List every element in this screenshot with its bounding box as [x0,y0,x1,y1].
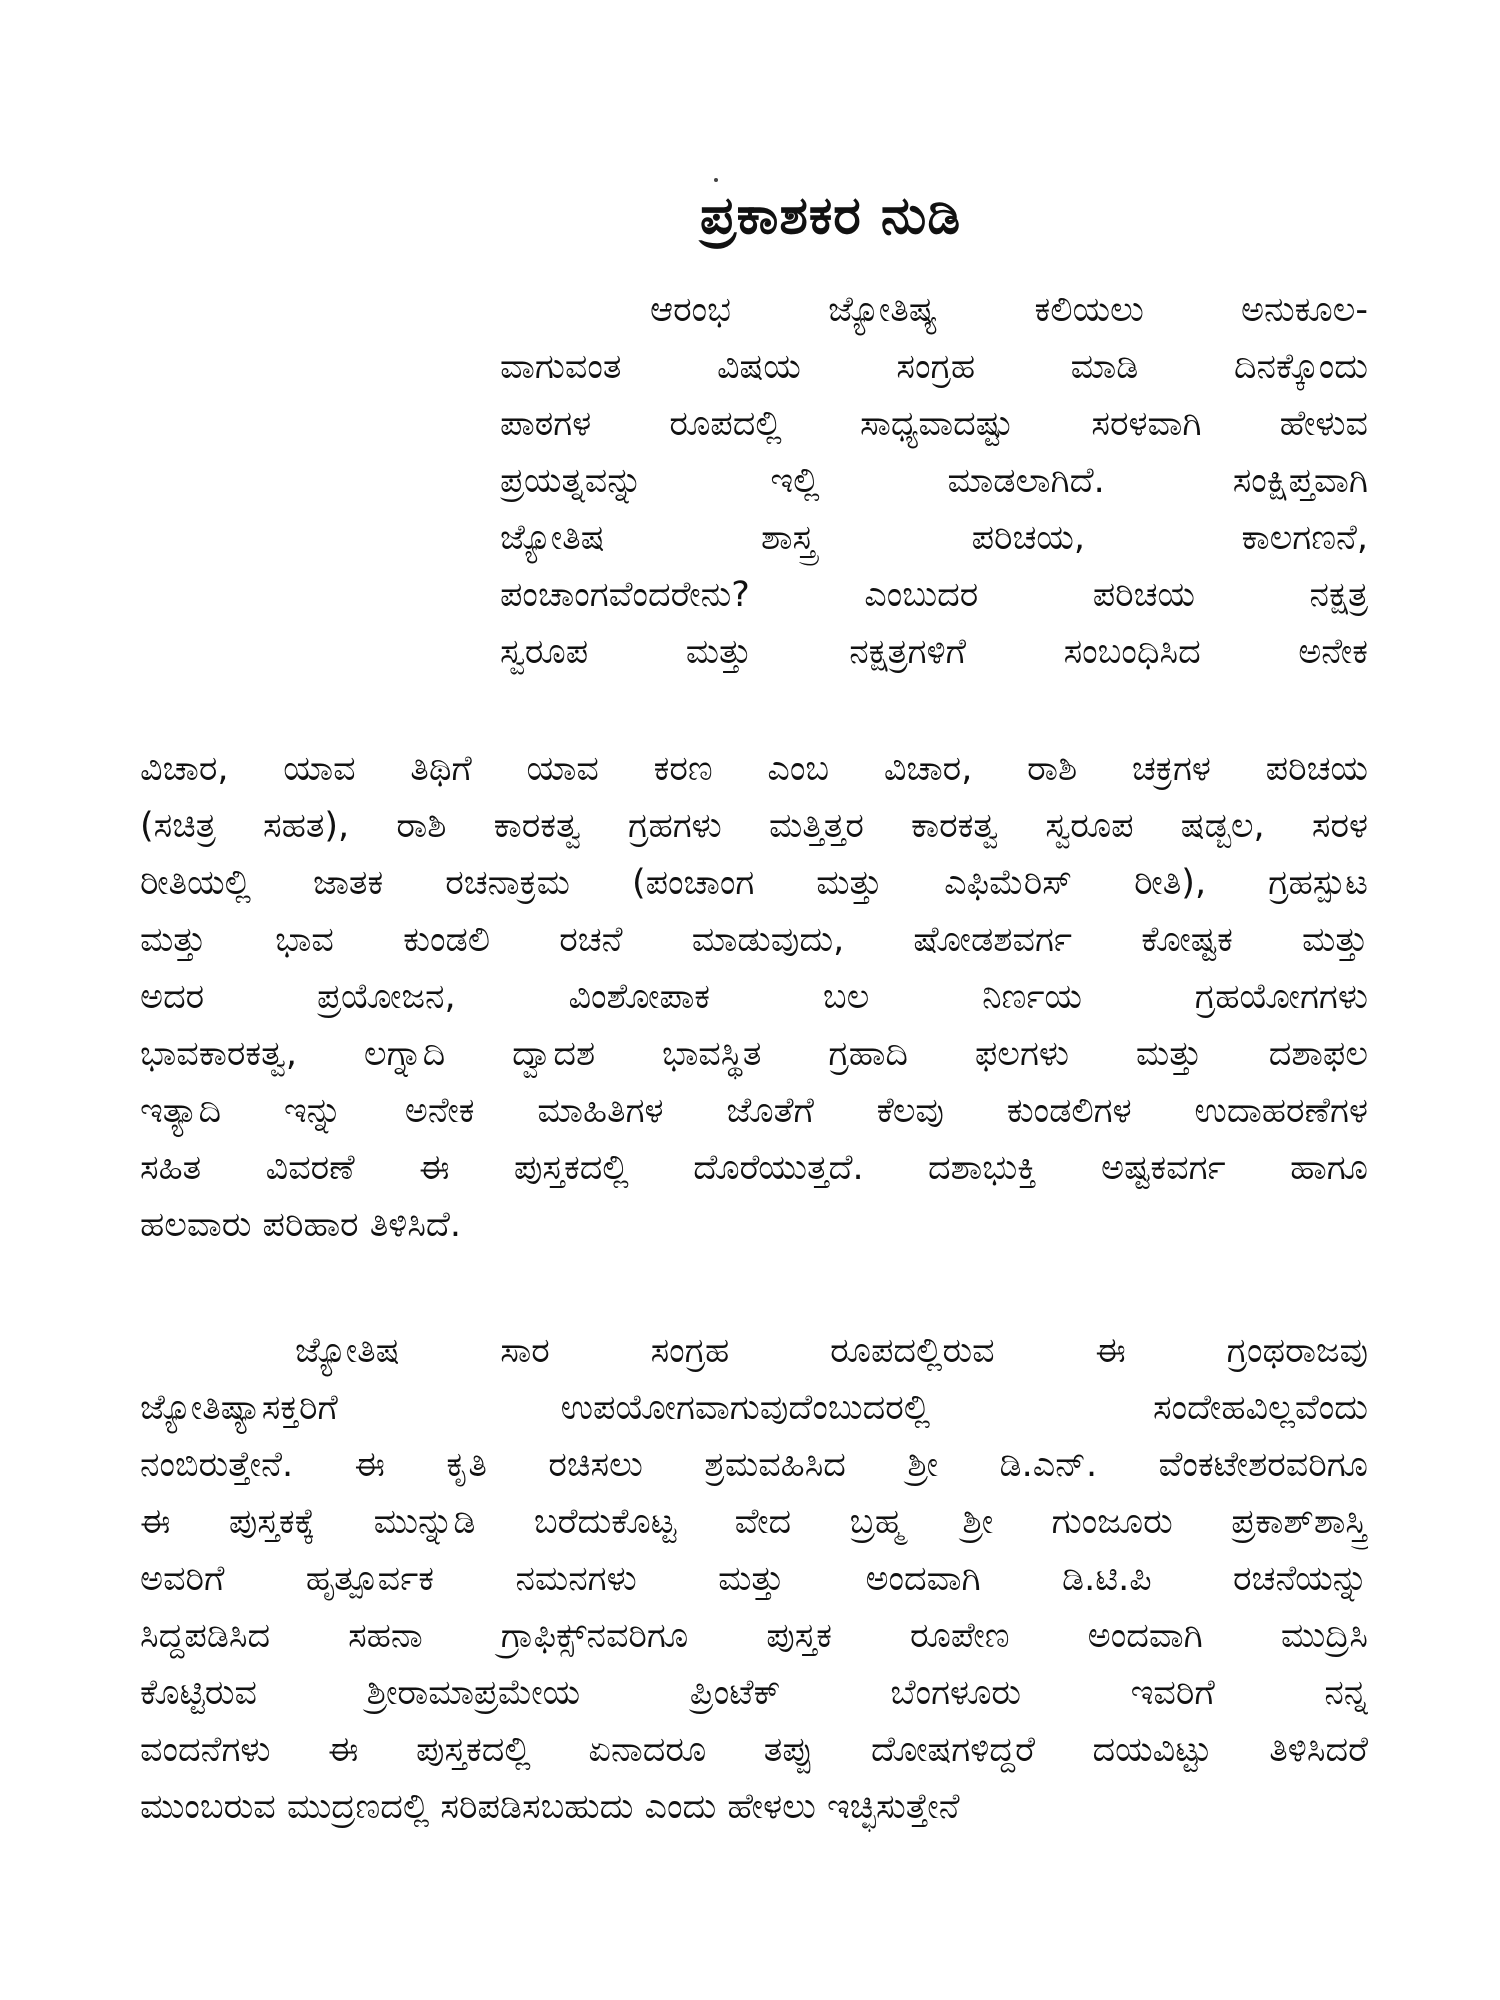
page-title: ಪ್ರಕಾಶಕರ ನುಡಿ [700,186,962,246]
text-line: ಪಾಠಗಳ ರೂಪದಲ್ಲಿ ಸಾಧ್ಯವಾದಷ್ಟು ಸರಳವಾಗಿ ಹೇಳುವ [500,404,1368,444]
text-line: ರೀತಿಯಲ್ಲಿ ಜಾತಕ ರಚನಾಕ್ರಮ (ಪಂಚಾಂಗ ಮತ್ತು ಎಫಿಮೆರಿಸ್ ರೀತಿ), ಗ್ರಹಸ್ಪುಟ [140,863,1368,903]
text-line: ಸ್ವರೂಪ ಮತ್ತು ನಕ್ಷತ್ರಗಳಿಗೆ ಸಂಬಂಧಿಸಿದ ಅನೇಕ [500,632,1368,672]
text-line: ಕೊಟ್ಟಿರುವ ಶ್ರೀರಾಮಾಪ್ರಮೇಯ ಪ್ರಿಂಟೆಕ್ ಬೆಂಗಳೂರು ಇವರಿಗೆ ನನ್ನ [140,1673,1368,1713]
acknowledgement-paragraph [140,1323,1368,1836]
text-line: ಆರಂಭ ಜ್ಯೋತಿಷ್ಯ ಕಲಿಯಲು ಅನುಕೂಲ- [650,290,1368,330]
text-line: ವಾಗುವಂತ ವಿಷಯ ಸಂಗ್ರಹ ಮಾಡಿ ದಿನಕ್ಕೊಂದು [500,347,1368,387]
intro-paragraph [500,282,1368,681]
scan-speck [714,178,718,182]
text-line: ಪಂಚಾಂಗವೆಂದರೇನು? ಎಂಬುದರ ಪರಿಚಯ ನಕ್ಷತ್ರ [500,575,1368,615]
text-line: ವಂದನೆಗಳು ಈ ಪುಸ್ತಕದಲ್ಲಿ ಏನಾದರೂ ತಪ್ಪು ದೋಷಗಳಿದ್ದರೆ ದಯವಿಟ್ಟು ತಿಳಿಸಿದರೆ [140,1730,1368,1770]
text-line: ಮುಂಬರುವ ಮುದ್ರಣದಲ್ಲಿ ಸರಿಪಡಿಸಬಹುದು ಎಂದು ಹೇಳಲು ಇಚ್ಛಿಸುತ್ತೇನೆ [140,1787,960,1827]
text-line: ಜ್ಯೋತಿಷ್ಯಾಸಕ್ತರಿಗೆ ಉಪಯೋಗವಾಗುವುದೆಂಬುದರಲ್ಲಿ ಸಂದೇಹವಿಲ್ಲವೆಂದು [140,1388,1368,1428]
intro-paragraph-continued [140,741,1368,1254]
text-line: ಜ್ಯೋತಿಷ ಸಾರ ಸಂಗ್ರಹ ರೂಪದಲ್ಲಿರುವ ಈ ಗ್ರಂಥರಾಜವು [295,1331,1368,1371]
text-line: ಸಹಿತ ವಿವರಣೆ ಈ ಪುಸ್ತಕದಲ್ಲಿ ದೊರೆಯುತ್ತದೆ. ದಶಾಭುಕ್ತಿ ಅಷ್ಟಕವರ್ಗ ಹಾಗೂ [140,1148,1368,1188]
text-line: ನಂಬಿರುತ್ತೇನೆ. ಈ ಕೃತಿ ರಚಿಸಲು ಶ್ರಮವಹಿಸಿದ ಶ್ರೀ ಡಿ.ಎನ್. ವೆಂಕಟೇಶರವರಿಗೂ [140,1445,1368,1485]
text-line: ಜ್ಯೋತಿಷ ಶಾಸ್ತ್ರ ಪರಿಚಯ, ಕಾಲಗಣನೆ, [500,518,1368,558]
text-line: ಈ ಪುಸ್ತಕಕ್ಕೆ ಮುನ್ನುಡಿ ಬರೆದುಕೊಟ್ಟ ವೇದ ಬ್ರಹ್ಮ ಶ್ರೀ ಗುಂಜೂರು ಪ್ರಕಾಶ್‌ಶಾಸ್ತ್ರಿ [140,1502,1368,1542]
text-line: ಸಿದ್ದಪಡಿಸಿದ ಸಹನಾ ಗ್ರಾಫಿಕ್ಸ್‌ನವರಿಗೂ ಪುಸ್ತಕ ರೂಪೇಣ ಅಂದವಾಗಿ ಮುದ್ರಿಸಿ [140,1616,1368,1656]
text-line: ಪ್ರಯತ್ನವನ್ನು ಇಲ್ಲಿ ಮಾಡಲಾಗಿದೆ. ಸಂಕ್ಷಿಪ್ತವಾಗಿ [500,461,1368,501]
text-line: ಅದರ ಪ್ರಯೋಜನ, ವಿಂಶೋಪಾಕ ಬಲ ನಿರ್ಣಯ ಗ್ರಹಯೋಗಗಳು [140,977,1368,1017]
text-line: ಅವರಿಗೆ ಹೃತ್ಪೂರ್ವಕ ನಮನಗಳು ಮತ್ತು ಅಂದವಾಗಿ ಡಿ.ಟಿ.ಪಿ ರಚನೆಯನ್ನು [140,1559,1368,1599]
text-line: ವಿಚಾರ, ಯಾವ ತಿಥಿಗೆ ಯಾವ ಕರಣ ಎಂಬ ವಿಚಾರ, ರಾಶಿ ಚಕ್ರಗಳ ಪರಿಚಯ [140,749,1368,789]
text-line: ಭಾವಕಾರಕತ್ವ, ಲಗ್ನಾದಿ ದ್ವಾದಶ ಭಾವಸ್ಥಿತ ಗ್ರಹಾದಿ ಫಲಗಳು ಮತ್ತು ದಶಾಫಲ [140,1034,1368,1074]
text-line: ಇತ್ಯಾದಿ ಇನ್ನು ಅನೇಕ ಮಾಹಿತಿಗಳ ಜೊತೆಗೆ ಕೆಲವು ಕುಂಡಲಿಗಳ ಉದಾಹರಣೆಗಳ [140,1091,1368,1131]
text-line: ಮತ್ತು ಭಾವ ಕುಂಡಲಿ ರಚನೆ ಮಾಡುವುದು, ಷೋಡಶವರ್ಗ ಕೋಷ್ಟಕ ಮತ್ತು [140,920,1368,960]
text-line: (ಸಚಿತ್ರ ಸಹತ), ರಾಶಿ ಕಾರಕತ್ವ ಗ್ರಹಗಳು ಮತ್ತಿತ್ತರ ಕಾರಕತ್ವ ಸ್ವರೂಪ ಷಡ್ಬಲ, ಸರಳ [140,806,1368,846]
text-line: ಹಲವಾರು ಪರಿಹಾರ ತಿಳಿಸಿದೆ. [140,1205,462,1245]
